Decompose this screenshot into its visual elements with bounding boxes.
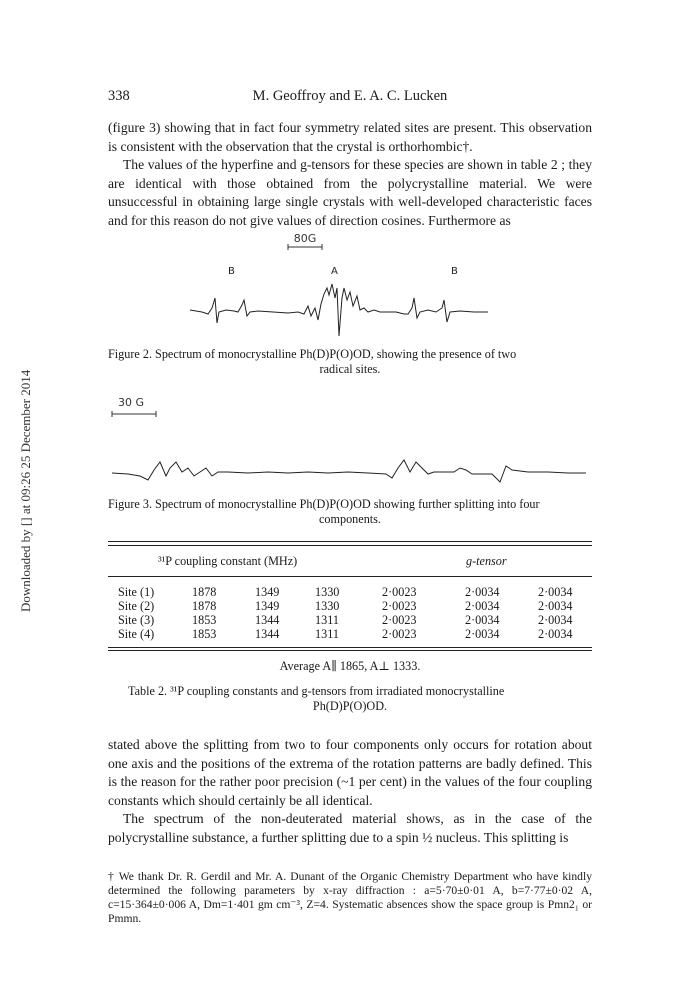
figure-2-label-b-right: B [451, 266, 458, 277]
table-cell: 2·0034 [465, 599, 500, 613]
page-number: 338 [108, 88, 130, 104]
figure-2-label-b-left: B [228, 266, 235, 277]
table-head-coupling: ³¹P coupling constant (MHz) [158, 554, 298, 568]
table-bottom-rule [108, 647, 592, 648]
figure-3-trace [112, 460, 586, 482]
figure-3-scale-label: 30 G [118, 396, 145, 409]
table-cell: Site (3) [118, 613, 155, 627]
table-cell: 2·0034 [538, 599, 573, 613]
table-top-rule-2 [108, 545, 592, 546]
table-bottom-rule-2 [108, 650, 592, 651]
table-cell: 1878 [192, 599, 217, 613]
table-cell: 2·0023 [382, 627, 417, 641]
table-cell: 2·0034 [538, 613, 573, 627]
footnote: † We thank Dr. R. Gerdil and Mr. A. Dunant of the Organic Chemistry Department who have kindly determined the following parameters by x-ray diffraction : a=5·70±0·01 A, b=7·77±0·02 A, c=15·364±0·006 A, Dm=1·401 gm cm⁻³, Z=4. Systematic absences show the space group is Pmn2₁ or Pmmn. [108, 870, 592, 925]
figure-2 [108, 228, 592, 340]
table-cell: Site (2) [118, 599, 155, 613]
table-cell: 2·0034 [465, 585, 500, 599]
figure-2-trace [190, 284, 488, 336]
table-cell: 1349 [255, 585, 280, 599]
table-cell: 1330 [315, 585, 340, 599]
figure-2-caption [108, 347, 592, 377]
table-cell: 2·0034 [538, 627, 573, 641]
running-header [108, 88, 592, 108]
table-head-g-tensor: g-tensor [466, 554, 507, 568]
paragraph-3: stated above the splitting from two to four components only occurs for rotation about one axis and the positions of the extrema of the rotation patterns are badly defined. This is the reason for the rather poor precision (~1 per cent) in the values of the four coupling constants which should certainly be all identical. [108, 737, 592, 808]
figure-2-label-a: A [331, 266, 338, 277]
table-cell: 1311 [315, 613, 339, 627]
figure-3-caption-line-2: components. [319, 512, 381, 526]
figure-3 [108, 392, 592, 492]
table-head-rule [108, 576, 592, 577]
table-top-rule [108, 541, 592, 542]
table-cell: 2·0034 [538, 585, 573, 599]
figure-3-spectrum [108, 392, 592, 492]
figure-2-spectrum [108, 228, 592, 340]
table-cell: 1878 [192, 585, 217, 599]
download-watermark: Downloaded by [] at 09:26 25 December 2014 [18, 369, 33, 612]
running-authors: M. Geoffroy and E. A. C. Lucken [252, 88, 448, 104]
table-cell: 1853 [192, 613, 217, 627]
table-cell: 1344 [255, 627, 280, 641]
table-cell: 1311 [315, 627, 339, 641]
table-2-caption-line-1: Table 2. ³¹P coupling constants and g-tensors from irradiated monocrystalline [128, 684, 505, 698]
figure-2-caption-line-2: radical sites. [319, 362, 381, 376]
paragraph-4: The spectrum of the non-deuterated material shows, as in the case of the polycrystalline substance, a further splitting due to a spin ½ nucleus. This splitting is [108, 811, 592, 845]
table-cell: 2·0034 [465, 627, 500, 641]
table-cell: Site (1) [118, 585, 155, 599]
table-cell: 1330 [315, 599, 340, 613]
figure-3-caption [108, 497, 592, 527]
table-cell: 1349 [255, 599, 280, 613]
table-2-caption-line-2: Ph(D)P(O)OD. [312, 699, 388, 713]
table-cell: 2·0034 [465, 613, 500, 627]
figure-3-caption-line-1: Figure 3. Spectrum of monocrystalline Ph(D)P(O)OD showing further splitting into four [108, 497, 540, 511]
paragraph-2: The values of the hyperfine and g-tensors for these species are shown in table 2 ; they are identical with those obtained from the polycrystalline material. We were unsuccessful in obtaining large single crystals with well-developed characteristic faces and for this reason do not give values of direction cosines. Furthermore as [108, 157, 592, 228]
figure-2-caption-line-1: Figure 2. Spectrum of monocrystalline Ph(D)P(O)OD, showing the presence of two [108, 347, 517, 361]
table-cell: 1853 [192, 627, 217, 641]
table-cell: 1344 [255, 613, 280, 627]
table-cell: 2·0023 [382, 585, 417, 599]
table-2-caption [128, 684, 572, 714]
table-cell: Site (4) [118, 627, 155, 641]
table-average: Average A∥ 1865, A⊥ 1333. [279, 659, 421, 673]
figure-2-scale-label: 80G [293, 232, 317, 245]
table-cell: 2·0023 [382, 599, 417, 613]
paragraph-1: (figure 3) showing that in fact four symmetry related sites are present. This observation is consistent with the observation that the crystal is orthorhombic†. [108, 120, 592, 154]
table-cell: 2·0023 [382, 613, 417, 627]
